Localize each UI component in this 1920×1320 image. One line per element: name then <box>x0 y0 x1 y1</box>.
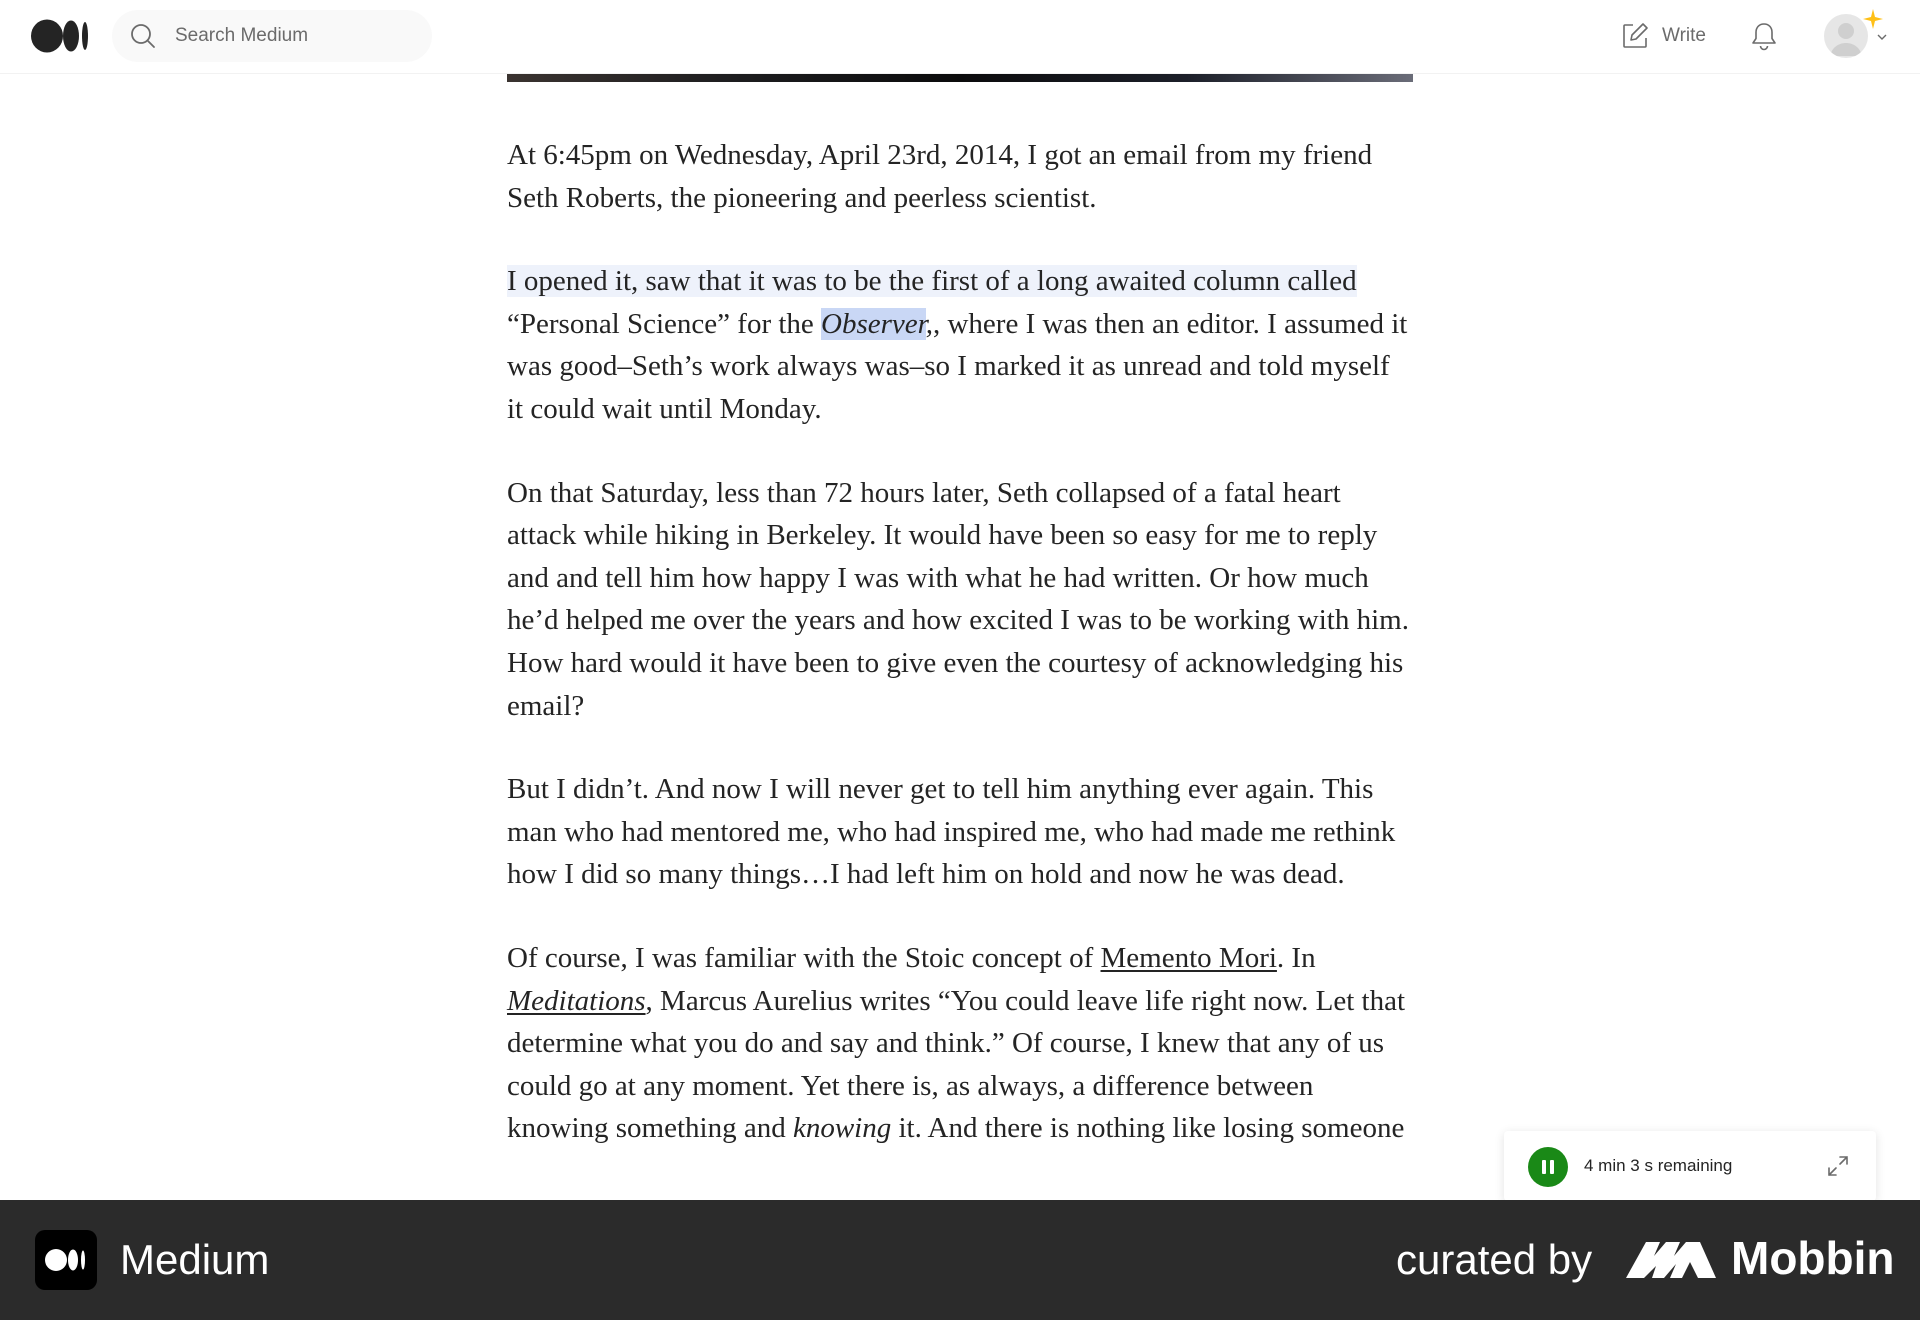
emphasis-text: knowing <box>792 1112 892 1145</box>
selected-text[interactable]: Observer <box>821 307 926 340</box>
medium-app-icon <box>35 1230 97 1290</box>
article-body <box>507 134 1413 1191</box>
search-input[interactable] <box>175 10 415 62</box>
text-run: , <box>925 307 933 340</box>
time-remaining: 4 min 3 s remaining <box>1584 1156 1733 1175</box>
text-run: , Marcus Aurelius writes “You could leave life right now. Let that determine what you do and say and think.” Of course, I knew that any of us could go at any moment. Yet there is, as always, a difference between knowing something and <box>507 984 1406 1145</box>
medium-logo-icon[interactable] <box>31 19 91 53</box>
pause-icon <box>1540 1159 1556 1175</box>
brand-name: Mobbin <box>1731 1232 1895 1284</box>
text-run: “Personal Science” for the <box>507 307 822 340</box>
article-paragraph: But I didn’t. And now I will never get to tell him anything ever again. This man who had mentored me, who had inspired me, who had made me rethink how I did so many things…I had left him on hold and now he was dead. <box>507 773 1396 891</box>
memento-mori-link[interactable]: Memento Mori <box>1100 941 1277 974</box>
search-icon <box>130 23 156 49</box>
pause-button[interactable] <box>1528 1147 1568 1187</box>
top-nav <box>0 0 1920 74</box>
curated-label: curated by <box>1396 1236 1593 1283</box>
app-name: Medium <box>120 1236 270 1283</box>
hero-image <box>507 74 1413 82</box>
article-paragraph: At 6:45pm on Wednesday, April 23rd, 2014, I got an email from my friend Seth Roberts, the pioneering and peerless scientist. <box>507 139 1373 214</box>
mobbin-logo-icon <box>1626 1238 1716 1282</box>
footer-banner <box>0 1200 1920 1320</box>
write-button[interactable] <box>1620 18 1706 54</box>
chevron-down-icon <box>1876 32 1888 42</box>
article-paragraph <box>507 260 1413 430</box>
user-menu[interactable] <box>1824 14 1888 60</box>
audio-player <box>1504 1131 1876 1201</box>
highlighted-text[interactable]: I opened it, saw that it was to be the first of a long awaited column called <box>507 265 1357 298</box>
expand-icon[interactable] <box>1826 1154 1850 1178</box>
bell-icon[interactable] <box>1748 20 1780 52</box>
sparkle-icon <box>1862 8 1884 30</box>
article-paragraph <box>507 937 1413 1150</box>
article-paragraph: On that Saturday, less than 72 hours later, Seth collapsed of a fatal heart attack while hiking in Berkeley. It would have been so easy for me to reply and and tell him how happy I was with what he had written. Or how much he’d helped me over the years and how excited I was to be working with him. How hard would it have been to give even the courtesy of acknowledging his email? <box>507 476 1409 722</box>
write-icon <box>1620 21 1650 51</box>
meditations-link[interactable]: Meditations <box>507 984 646 1017</box>
write-label: Write <box>1662 25 1706 46</box>
text-run: it. And there is nothing like losing someone <box>891 1112 1405 1145</box>
text-run: , where I was then an editor. I assumed it was good–Seth’s work always was–so I marked it as unread and told myself it could wait until Monday. <box>507 307 1408 425</box>
search-bar[interactable] <box>112 10 432 62</box>
text-run: . In <box>1276 941 1316 974</box>
text-run: Of course, I was familiar with the Stoic concept of <box>507 941 1101 974</box>
